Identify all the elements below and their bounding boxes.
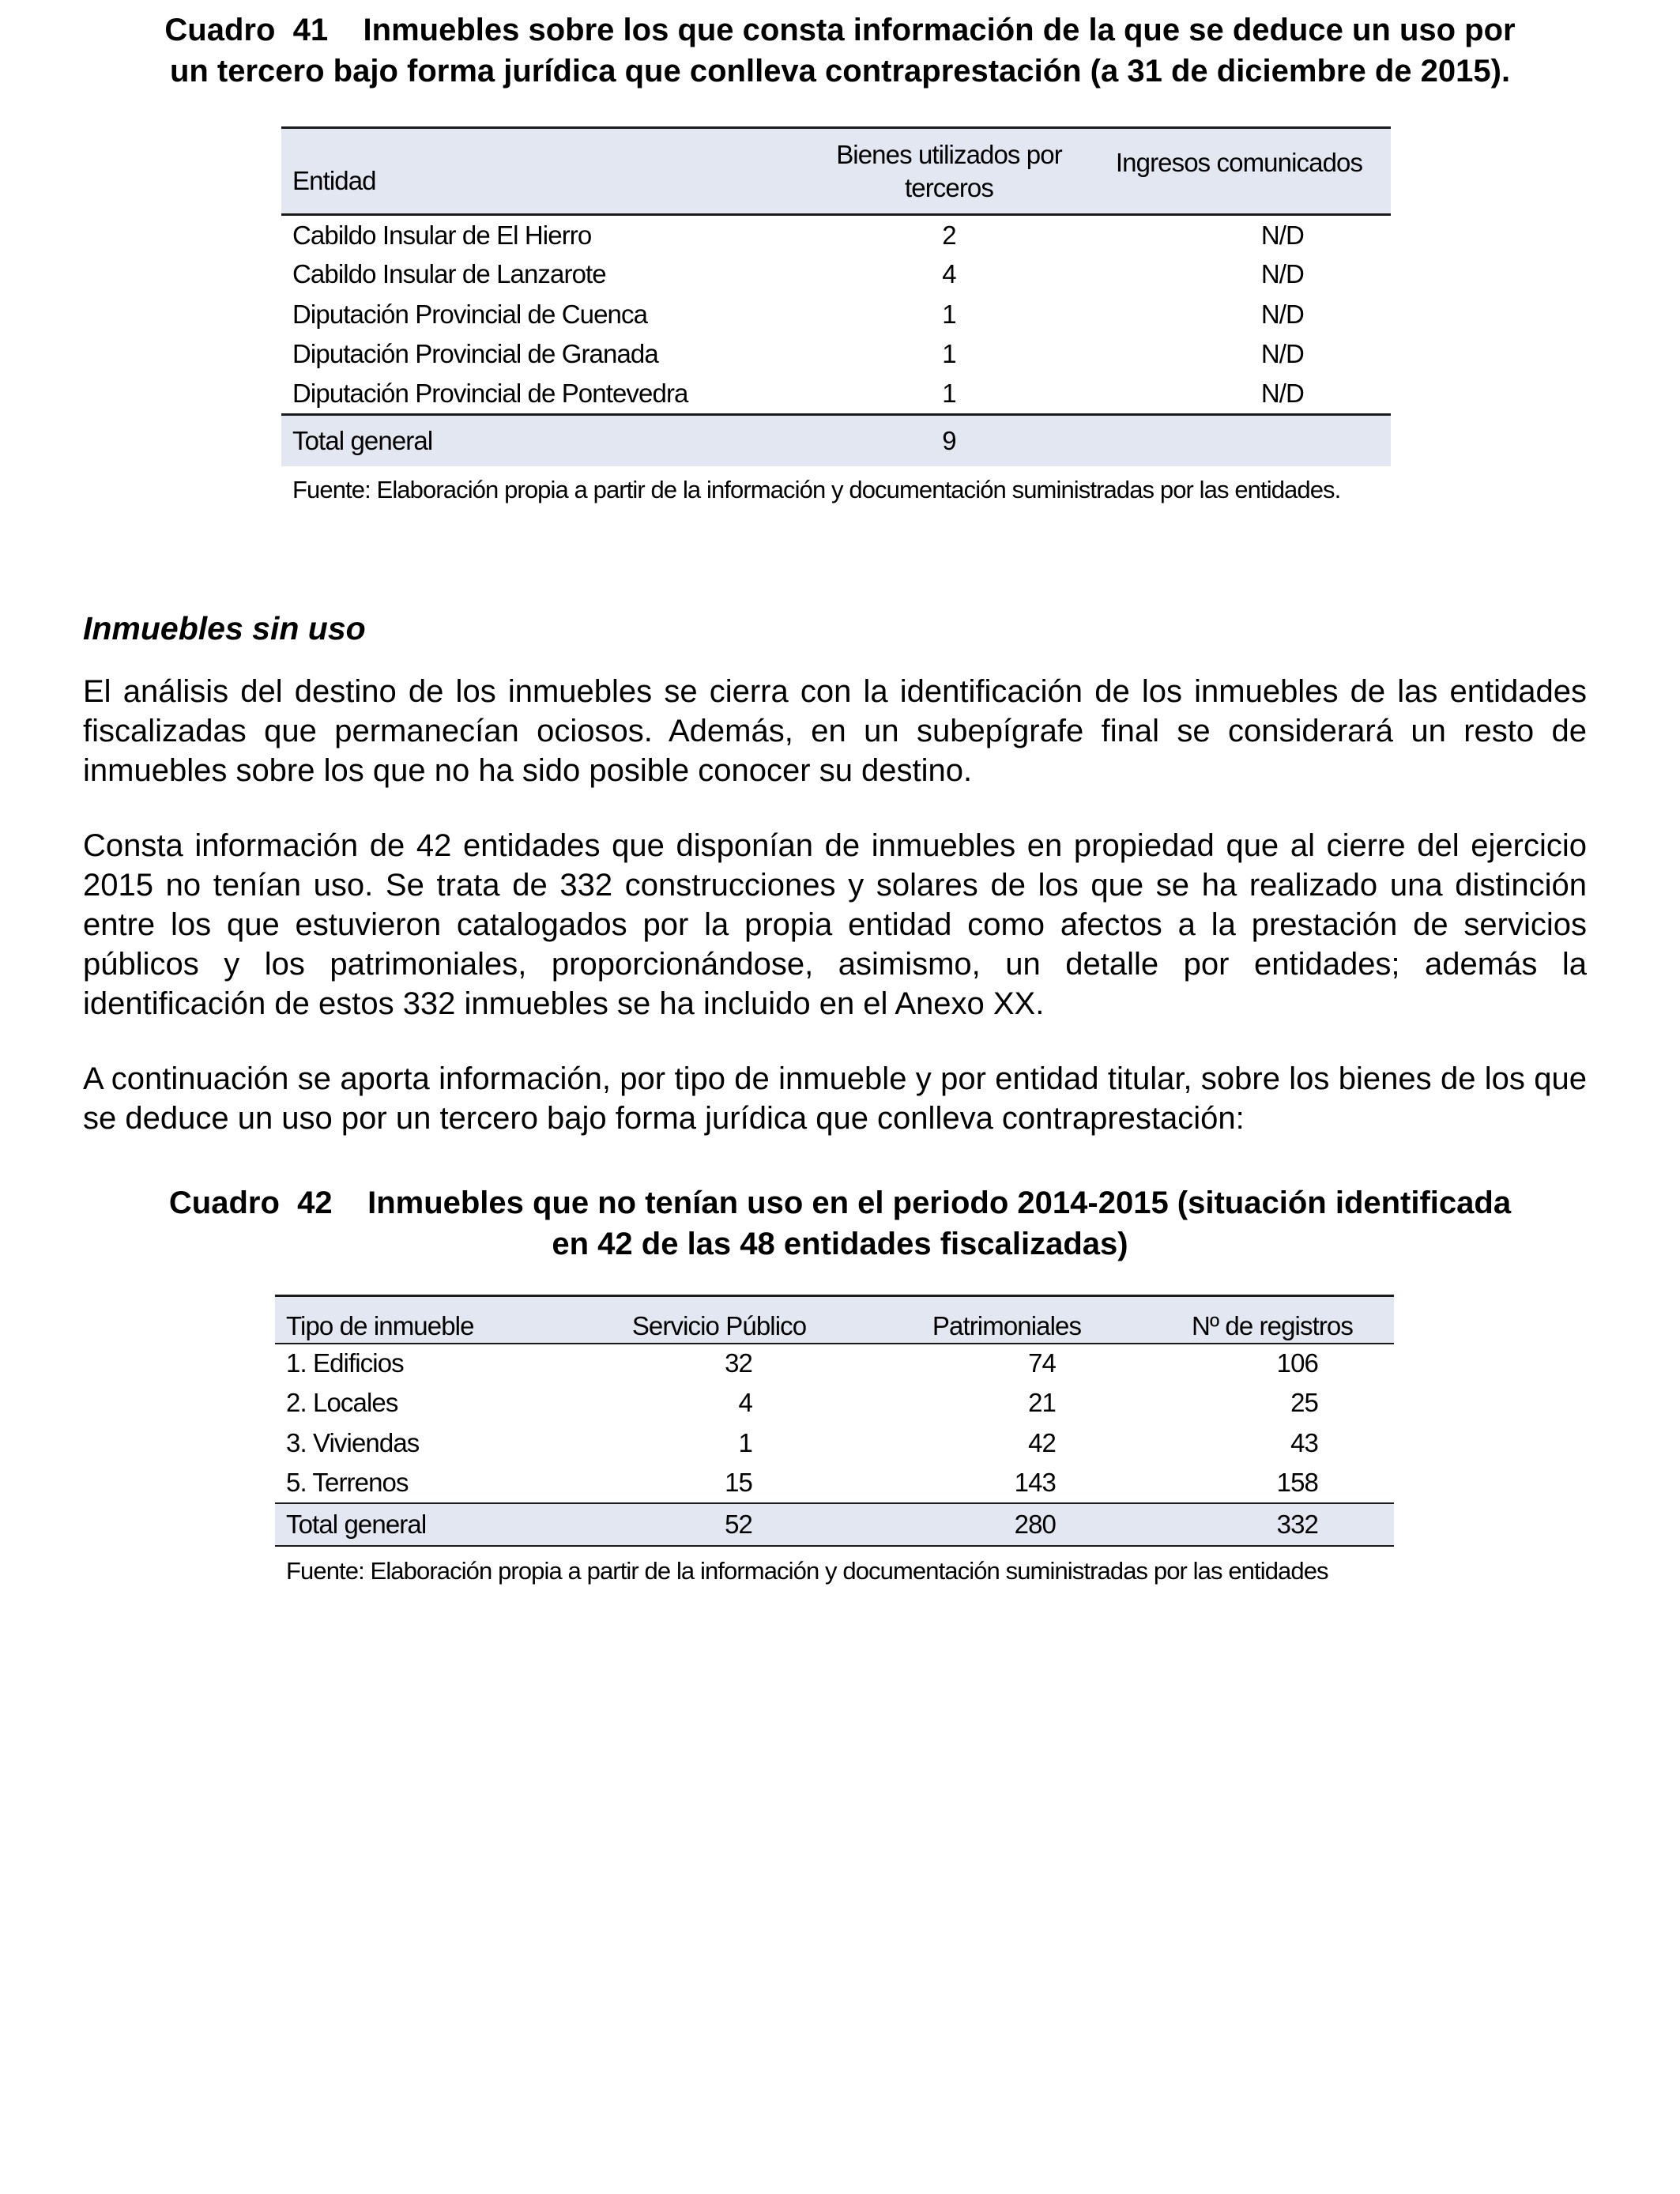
table41-total-row	[281, 414, 1391, 466]
table41-header-bienes-line1: Bienes utilizados por	[836, 139, 1062, 169]
table41-total-ingresos	[1087, 414, 1391, 466]
table41-cell-bienes: 2	[942, 220, 956, 250]
table-row	[281, 215, 1391, 255]
table41-cell-entidad: Diputación Provincial de Pontevedra	[292, 379, 688, 408]
table42-cell-patrimoniales: 42	[1028, 1427, 1056, 1457]
table42-cell-patrimoniales: 74	[1028, 1348, 1056, 1378]
table41-caption-text1: Inmuebles sobre los que consta información de la que se deduce un uso por	[363, 13, 1516, 47]
table41-caption	[0, 9, 1680, 92]
table41-cell-entidad: Diputación Provincial de Cuenca	[292, 299, 648, 329]
table42-cell-tipo: 1. Edificios	[286, 1348, 404, 1378]
table-row	[275, 1383, 1394, 1423]
table41-cell-entidad: Diputación Provincial de Granada	[292, 339, 658, 369]
table41-cell-entidad: Cabildo Insular de El Hierro	[292, 220, 592, 250]
table41-cell-ingresos: N/D	[1260, 259, 1304, 289]
table41-cell-bienes: 1	[942, 339, 956, 369]
table-row	[275, 1463, 1394, 1503]
table42-cell-tipo: 3. Viviendas	[286, 1427, 420, 1457]
table42-caption-label: Cuadro 42	[168, 1186, 333, 1220]
table-row	[281, 375, 1391, 415]
table41-cell-bienes: 1	[942, 299, 956, 329]
table41-caption-line1	[0, 9, 1680, 51]
table42-cell-servicio: 4	[738, 1388, 752, 1418]
table41-header-ingresos: Ingresos comunicados	[1115, 148, 1363, 177]
table42-header-tipo: Tipo de inmueble	[286, 1310, 474, 1340]
table41-header-bienes	[811, 128, 1087, 215]
table41-cell-ingresos: N/D	[1260, 299, 1304, 329]
table42-cell-registros: 25	[1290, 1388, 1318, 1418]
table-row	[275, 1423, 1394, 1464]
table42-header-registros: Nº de registros	[1192, 1310, 1353, 1340]
table41-cell-entidad: Cabildo Insular de Lanzarote	[292, 259, 606, 289]
table42-cell-patrimoniales: 21	[1028, 1388, 1056, 1418]
table42-cell-registros: 43	[1290, 1427, 1318, 1457]
table42-cell-servicio: 1	[738, 1427, 752, 1457]
table42-total-patrimoniales: 280	[1014, 1509, 1056, 1539]
table42-total-label: Total general	[286, 1509, 427, 1539]
table42-cell-registros: 158	[1276, 1467, 1318, 1497]
table41-cell-bienes: 1	[942, 379, 956, 408]
table42-header-servicio: Servicio Público	[631, 1310, 807, 1340]
table41-cell-ingresos: N/D	[1260, 220, 1304, 250]
section-heading: Inmuebles sin uso	[83, 610, 366, 647]
table41-total-label: Total general	[292, 425, 433, 455]
table42	[275, 1295, 1394, 1547]
paragraph-2: Consta información de 42 entidades que disponían de inmuebles en propiedad que al cierre del ejercicio 2015 no tenían uso. Se trata de 332 construcciones y solares de los que se ha realizado una distinción entre los que estuvieron catalogados por la propia entidad como afectos a la prestación de servicios públicos y los patrimoniales, proporcionándose, asimismo, un detalle por entidades; además la identificación de estos 332 inmuebles se ha incluido en el Anexo XX.	[83, 828, 1587, 1021]
table42-total-registros: 332	[1276, 1509, 1318, 1539]
table41-caption-label: Cuadro 41	[164, 13, 329, 47]
table42-cell-servicio: 15	[725, 1467, 752, 1497]
table42-total-row	[275, 1503, 1394, 1546]
table41-caption-line2: un tercero bajo forma jurídica que conlleva contraprestación (a 31 de diciembre de 2015).	[169, 54, 1511, 89]
paragraph-3: A continuación se aporta información, por tipo de inmueble y por entidad titular, sobre los bienes de los que se deduce un uso por un tercero bajo forma jurídica que conlleva contraprestación:	[83, 1061, 1587, 1136]
table41-cell-bienes: 4	[942, 259, 956, 289]
table42-source-note: Fuente: Elaboración propia a partir de la información y documentación suministradas por las entidades	[286, 1557, 1328, 1585]
table42-caption-text1: Inmuebles que no tenían uso en el periodo 2014-2015 (situación identificada	[367, 1186, 1512, 1220]
table42-cell-tipo: 2. Locales	[286, 1388, 398, 1418]
table42-cell-tipo: 5. Terrenos	[286, 1467, 409, 1497]
table41	[281, 126, 1391, 466]
paragraph-1: El análisis del destino de los inmuebles se cierra con la identificación de los inmuebles de las entidades fiscalizadas que permanecían ociosos. Además, en un subepígrafe final se considerará un resto de inmuebles sobre los que no ha sido posible conocer su destino.	[83, 674, 1587, 788]
table41-cell-ingresos: N/D	[1260, 339, 1304, 369]
table-row	[275, 1344, 1394, 1384]
table41-header-entidad: Entidad	[292, 165, 376, 195]
table42-cell-registros: 106	[1276, 1348, 1318, 1378]
table42-cell-servicio: 32	[725, 1348, 752, 1378]
table41-header-row	[281, 128, 1391, 215]
table42-caption	[0, 1182, 1680, 1265]
table42-caption-line2: en 42 de las 48 entidades fiscalizadas)	[552, 1227, 1128, 1261]
table41-cell-ingresos: N/D	[1260, 379, 1304, 408]
table-row	[281, 254, 1391, 295]
table41-source-note: Fuente: Elaboración propia a partir de la información y documentación suministradas por las entidades.	[292, 476, 1341, 503]
table42-caption-line1	[0, 1182, 1680, 1223]
table41-total-bienes: 9	[942, 425, 956, 455]
table-row	[281, 295, 1391, 335]
table-row	[281, 334, 1391, 375]
table42-header-patrimoniales: Patrimoniales	[932, 1310, 1082, 1340]
table42-total-servicio: 52	[725, 1509, 752, 1539]
table41-header-bienes-line2: terceros	[904, 172, 993, 202]
table42-cell-patrimoniales: 143	[1014, 1467, 1056, 1497]
table42-header-row	[275, 1296, 1394, 1344]
